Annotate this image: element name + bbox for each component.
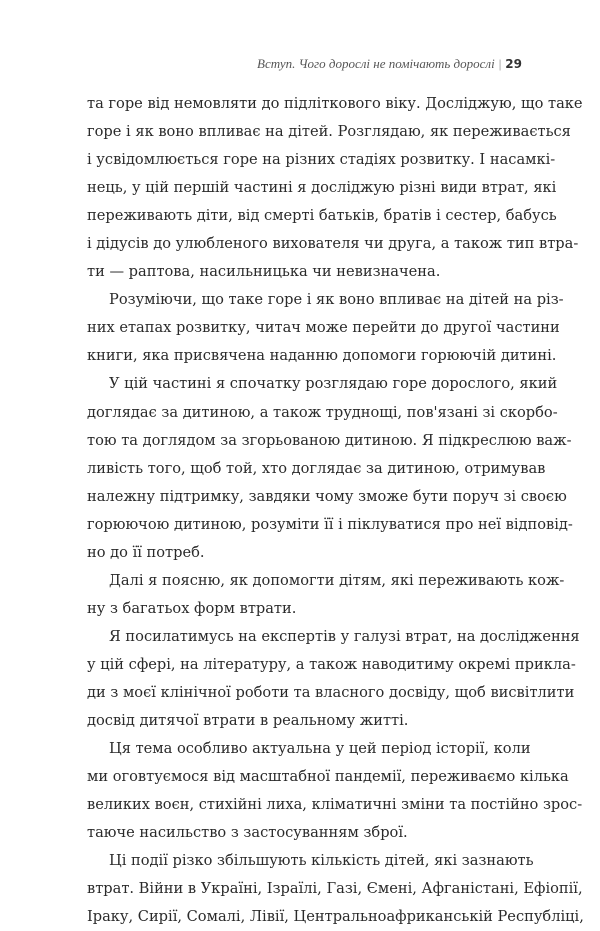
text-line: нець, у цій першій частині я досліджую різні види втрат, які [87,179,557,197]
text-line: та горе від немовляти до підліткового віку. Досліджую, що таке [87,95,583,112]
text-line: них етапах розвитку, читач може перейти до другої частини [87,319,560,337]
text-line: книги, яка присвячена наданню допомоги горюючій дитині. [87,347,557,365]
text-line: таюче насильство з застосуванням зброї. [87,824,408,842]
paragraph [87,623,580,735]
chapter-title: Вступ. Чого дорослі не помічають дорослі [257,56,495,71]
text-line: втрат. Війни в Україні, Ізраїлі, Газі, Ємені, Афганістані, Ефіопії, [87,880,583,898]
paragraph [87,735,583,847]
text-line: і усвідомлюється горе на різних стадіях розвитку. І насамкі- [87,151,556,169]
running-header [257,56,522,72]
text-line: Ці події різко збільшують кількість дітей, які зазнають [109,852,534,870]
text-line: Ця тема особливо актуальна у цей період історії, коли [109,740,531,758]
text-line: досвід дитячої втрати в реальному житті. [87,712,409,730]
paragraph [87,90,583,286]
paragraph [87,567,565,623]
paragraph [87,286,564,370]
text-line: ливість того, щоб той, хто доглядає за дитиною, отримував [87,459,546,477]
text-line: У цій частині я спочатку розглядаю горе дорослого, який [109,375,558,393]
text-line: но до її потреб. [87,543,205,561]
text-line: переживають діти, від смерті батьків, братів і сестер, бабусь [87,207,557,225]
text-line: ми оговтуємося від масштабної пандемії, переживаємо кілька [87,768,569,786]
page-number: 29 [505,57,522,71]
text-line: великих воєн, стихійні лиха, кліматичні зміни та постійно зрос- [87,796,583,814]
paragraph [87,847,584,931]
paragraph [87,370,573,566]
text-line: належну підтримку, завдяки чому зможе бути поруч зі своєю [87,487,567,505]
text-line: і дідусів до улюбленого вихователя чи друга, а також тип втра- [87,235,579,253]
text-line: горе і як воно впливає на дітей. Розглядаю, як переживається [87,123,571,141]
text-line: ну з багатьох форм втрати. [87,599,297,617]
text-line: Далі я поясню, як допомогти дітям, які переживають кож- [109,571,565,589]
text-line: у цій сфері, на літературу, а також наводитиму окремі прикла- [87,655,576,673]
page-body [87,90,584,931]
text-line: Іраку, Сирії, Сомалі, Лівії, Центральноафриканській Республіці, [87,908,584,926]
text-line: Розуміючи, що таке горе і як воно впливає на дітей на різ- [109,291,564,309]
header-separator: | [498,56,502,71]
text-line: ти — раптова, насильницька чи невизначена. [87,263,441,281]
text-line: ди з моєї клінічної роботи та власного досвіду, щоб висвітлити [87,683,575,701]
text-line: Я посилатимусь на експертів у галузі втрат, на дослідження [109,627,580,645]
text-line: горюючою дитиною, розуміти її і піклуватися про неї відповід- [87,515,573,533]
text-line: доглядає за дитиною, а також труднощі, пов'язані зі скорбо- [87,403,558,421]
text-line: тою та доглядом за згорьованою дитиною. Я підкреслюю важ- [87,431,572,449]
